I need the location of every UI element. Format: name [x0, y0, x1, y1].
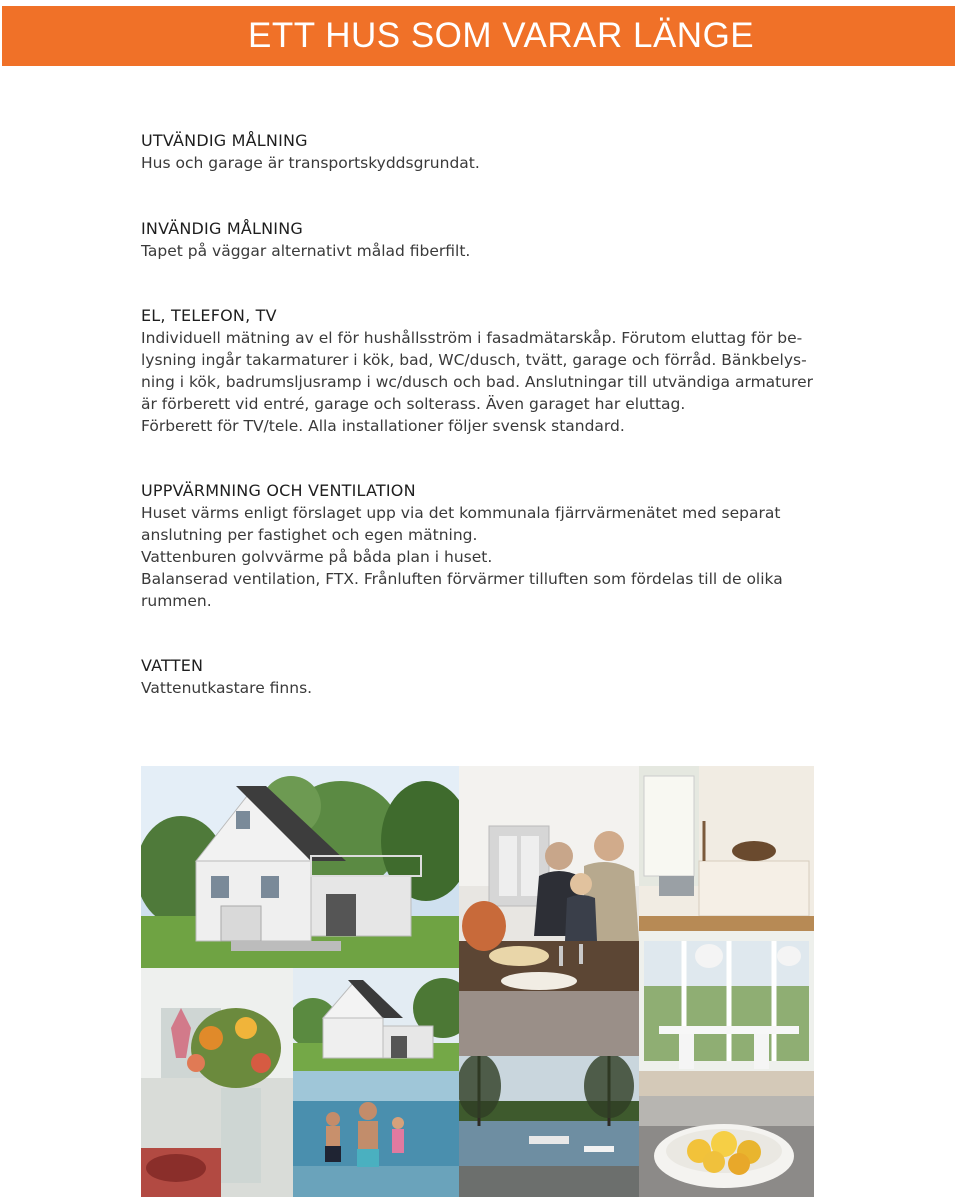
section-text: Vattenburen golvvärme på båda plan i huset.	[141, 548, 493, 566]
section-text: anslutning per fastighet och egen mätning.	[141, 526, 478, 544]
page-title: ETT HUS SOM VARAR LÄNGE	[248, 16, 755, 55]
section-heading: UTVÄNDIG MÅLNING	[141, 131, 308, 150]
header-banner	[2, 6, 955, 66]
flowers-photo	[141, 968, 293, 1197]
lake-photo	[459, 1056, 639, 1197]
section-text: Individuell mätning av el för hushållsström i fasadmätarskåp. Förutom eluttag för be-	[141, 329, 803, 347]
section-text: Vattenutkastare finns.	[141, 679, 313, 697]
section-text: Hus och garage är transportskyddsgrundat.	[141, 154, 480, 172]
section-text: rummen.	[141, 592, 212, 610]
family-beach-photo	[293, 1071, 459, 1197]
section-utvandig-malning	[141, 130, 821, 174]
house-photo-large	[141, 766, 459, 968]
section-uppvarmning-ventilation	[141, 480, 821, 612]
section-heading: VATTEN	[141, 656, 204, 675]
dining-room-photo	[639, 766, 814, 931]
kitchen-people-photo	[459, 766, 639, 1056]
section-text: ning i kök, badrumsljusramp i wc/dusch och bad. Anslutningar till utvändiga armaturer	[141, 373, 814, 391]
section-text: är förberett vid entré, garage och solterass. Även garaget har eluttag.	[141, 395, 686, 413]
section-text: Tapet på väggar alternativt målad fiberfilt.	[141, 242, 471, 260]
house-photo-small	[293, 968, 459, 1071]
photo-collage	[141, 766, 814, 1197]
window-interior-photo	[639, 931, 814, 1096]
section-text: lysning ingår takarmaturer i kök, bad, WC/dusch, tvätt, garage och förråd. Bänkbelys-	[141, 351, 807, 369]
section-heading: INVÄNDIG MÅLNING	[141, 219, 303, 238]
section-text: Balanserad ventilation, FTX. Frånluften förvärmer tilluften som fördelas till de olika	[141, 570, 783, 588]
lemon-bowl-photo	[639, 1096, 814, 1197]
section-invandig-malning	[141, 218, 821, 262]
section-el-telefon-tv	[141, 305, 821, 437]
section-text: Huset värms enligt förslaget upp via det kommunala fjärrvärmenätet med separat	[141, 504, 781, 522]
section-vatten	[141, 655, 821, 699]
section-heading: UPPVÄRMNING OCH VENTILATION	[141, 481, 416, 500]
section-text: Förberett för TV/tele. Alla installationer följer svensk standard.	[141, 417, 625, 435]
section-heading: EL, TELEFON, TV	[141, 306, 277, 325]
